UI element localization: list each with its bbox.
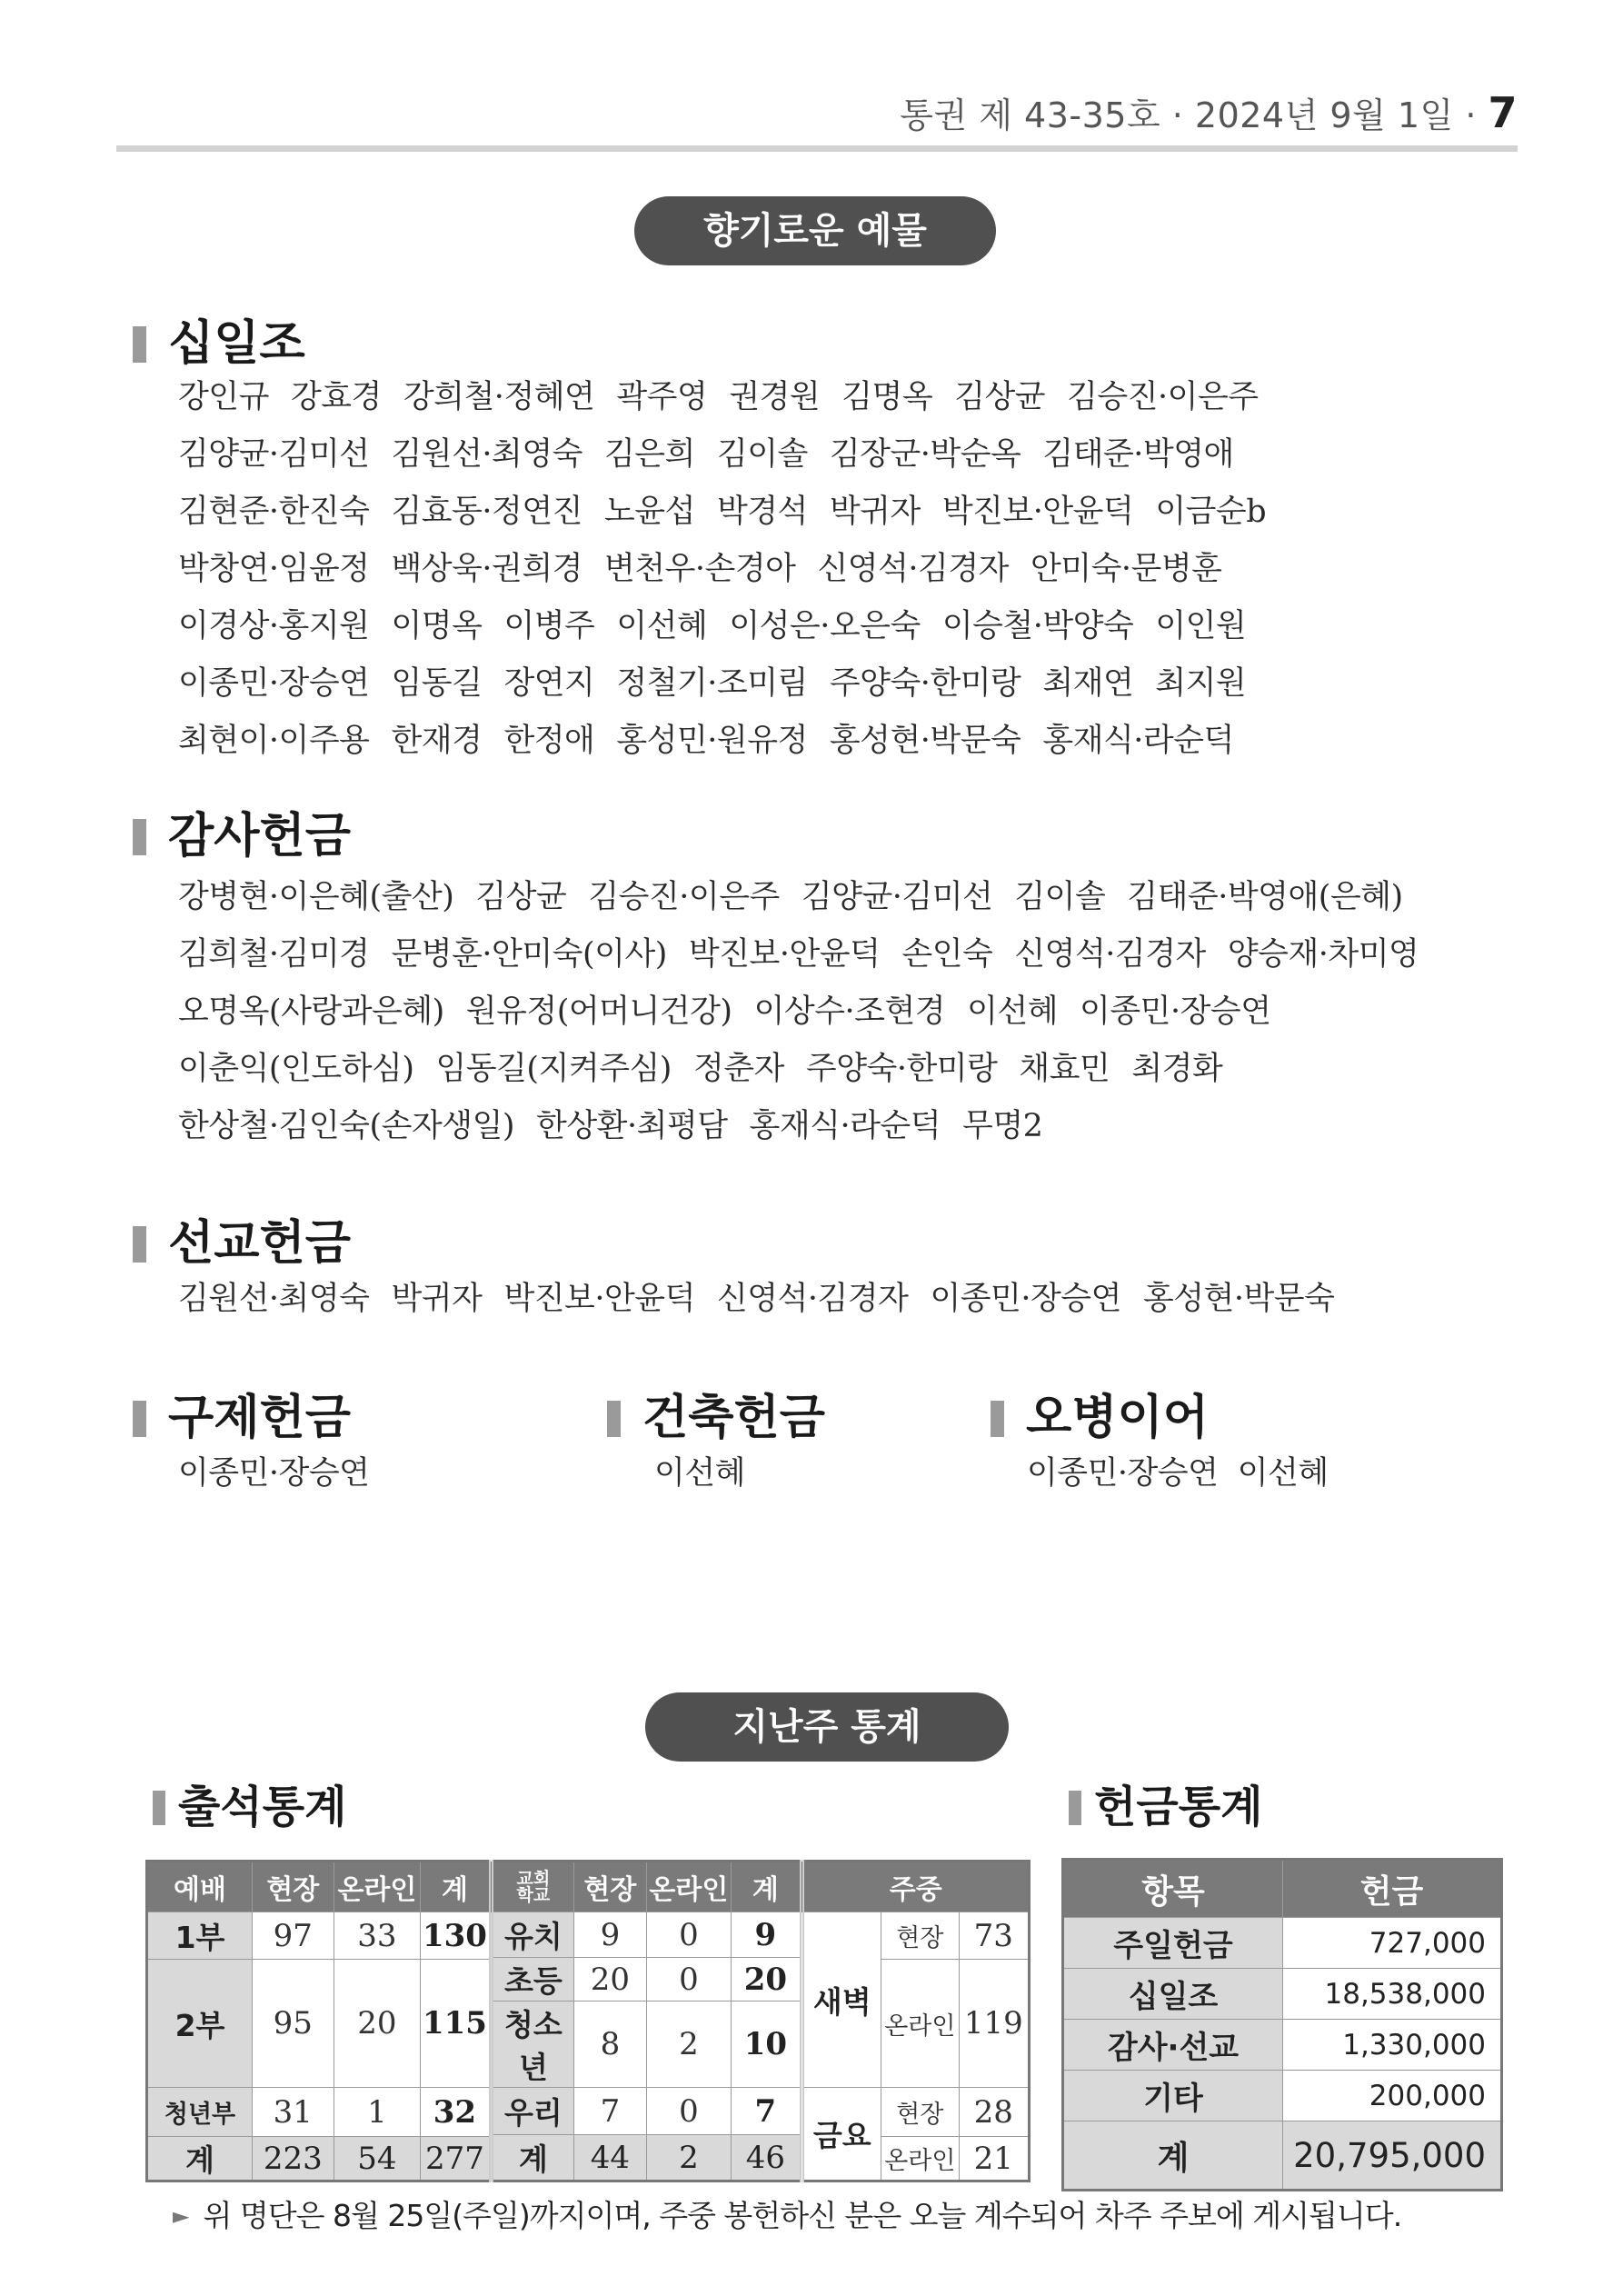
- donor-name: 김양균·김미선: [178, 436, 370, 473]
- service-online: 1: [334, 2088, 421, 2137]
- donor-name: 김장군·박순옥: [829, 436, 1021, 473]
- col-header-school-online: 온라인: [646, 1862, 732, 1912]
- name-row: [178, 926, 1440, 983]
- school-total: 9: [732, 1912, 802, 1958]
- school-total: 7: [732, 2088, 802, 2135]
- school-name: 우리: [491, 2088, 574, 2135]
- donor-name: 이선혜: [616, 608, 708, 644]
- name-row: [178, 426, 1288, 484]
- donor-name: 박경석: [716, 494, 808, 530]
- school-onsite: 8: [574, 2002, 646, 2088]
- dawn-online-value: 119: [959, 1960, 1029, 2088]
- col-header-online: 온라인: [334, 1862, 421, 1912]
- service-name: 청년부: [147, 2088, 253, 2137]
- col-header-total: 계: [421, 1862, 491, 1912]
- friday-online-label: 온라인: [881, 2137, 959, 2181]
- header-divider: [116, 145, 1518, 152]
- donor-name: 강인규: [178, 379, 269, 415]
- donor-name: 홍재식·라순덕: [749, 1108, 941, 1144]
- dawn-online-label: 온라인: [881, 1960, 959, 2088]
- name-row: [178, 655, 1288, 713]
- donor-name: 채효민: [1019, 1051, 1110, 1087]
- footnote: ► 위 명단은 8월 25일(주일)까지이며, 주중 봉헌하신 분은 오늘 계수되어 차주 주보에 게시됩니다.: [173, 2198, 1402, 2233]
- donor-name: 이경상·홍지원: [178, 608, 370, 644]
- donor-name: 박귀자: [829, 494, 921, 530]
- col-header-weekday: 주중: [802, 1862, 1029, 1912]
- donor-name: 임동길: [391, 665, 483, 702]
- donor-name: 임동길(지켜주심): [435, 1051, 672, 1087]
- offerings-section-badge: 향기로운 예물: [634, 196, 996, 265]
- donor-name: 김원선·최영숙: [178, 1281, 370, 1317]
- donor-name: 김현준·한진숙: [178, 494, 370, 530]
- name-row: [178, 484, 1288, 541]
- donor-name: 오명옥(사랑과은혜): [178, 993, 444, 1030]
- donor-name: 변천우·손경아: [604, 551, 796, 587]
- school-sum-total: 46: [732, 2135, 802, 2181]
- money-item: 주일헌금: [1063, 1918, 1283, 1969]
- donor-name: 곽주영: [616, 379, 708, 415]
- donor-name: 강병현·이은혜(출산): [178, 879, 454, 915]
- stats-section-badge: 지난주 통계: [645, 1692, 1009, 1762]
- page-number: 7: [1488, 88, 1518, 137]
- donor-name: 김효동·정연진: [391, 494, 582, 530]
- donor-name: 문병훈·안미숙(이사): [391, 936, 667, 973]
- donor-name: 홍성현·박문숙: [1142, 1281, 1335, 1317]
- donor-name: 백상욱·권희경: [391, 551, 582, 587]
- donor-name: 정춘자: [692, 1051, 784, 1087]
- school-total: 20: [732, 1958, 802, 2002]
- school-onsite: 20: [574, 1958, 646, 2002]
- donor-name: 손인숙: [901, 936, 993, 973]
- school-sum-onsite: 44: [574, 2135, 646, 2181]
- col-header-item: 항목: [1063, 1860, 1283, 1918]
- thanks-names: [178, 869, 1440, 1155]
- donor-name: 신영석·김경자: [817, 551, 1009, 587]
- donor-name: 신영석·김경자: [716, 1281, 909, 1317]
- money-table: [1061, 1858, 1503, 2191]
- donor-name: 이성은·오은숙: [729, 608, 921, 644]
- col-header-amount: 헌금: [1283, 1860, 1502, 1918]
- fish-heading: 오병이어: [991, 1391, 1209, 1445]
- name-row: [178, 1041, 1440, 1098]
- donor-name: 이종민·장승연: [178, 665, 370, 702]
- page-header: [0, 87, 1518, 137]
- school-sum-online: 2: [646, 2135, 732, 2181]
- col-header-school: 교회 학교: [491, 1862, 574, 1912]
- donor-name: 이금순b: [1155, 494, 1267, 530]
- service-total: 115: [421, 1960, 491, 2088]
- heading-bar: [133, 326, 146, 363]
- friday-label: 금요: [802, 2088, 881, 2181]
- service-name: 1부: [147, 1912, 253, 1960]
- donor-name: 이춘익(인도하심): [178, 1051, 414, 1087]
- school-online: 2: [646, 2002, 732, 2088]
- donor-name: 최재연: [1042, 665, 1134, 702]
- donor-name: 원유정(어머니건강): [465, 993, 732, 1030]
- relief-heading: 구제헌금: [133, 1391, 351, 1445]
- donor-name: 김상균: [954, 379, 1046, 415]
- school-onsite: 7: [574, 2088, 646, 2135]
- donor-name: 홍성민·원유정: [616, 723, 808, 759]
- donor-name: 한상철·김인숙(손자생일): [178, 1108, 515, 1144]
- donor-name: 홍재식·라순덕: [1042, 723, 1234, 759]
- dawn-onsite-value: 73: [959, 1912, 1029, 1960]
- donor-name: 장연지: [503, 665, 595, 702]
- donor-name: 박진보·안윤덕: [941, 494, 1134, 530]
- money-amount: 727,000: [1283, 1918, 1502, 1969]
- money-total-label: 계: [1063, 2121, 1283, 2191]
- donor-name: 이인원: [1155, 608, 1247, 644]
- donor-name: 김승진·이은주: [1067, 379, 1259, 415]
- money-item: 감사·선교: [1063, 2020, 1283, 2071]
- donor-name: 김은희: [604, 436, 695, 473]
- name-row: [178, 1271, 1356, 1328]
- donor-name: 강희철·정혜연: [403, 379, 595, 415]
- donor-name: 김상균: [475, 879, 567, 915]
- donor-name: 강효경: [290, 379, 382, 415]
- attendance-heading: 출석통계: [153, 1780, 346, 1834]
- school-online: 0: [646, 2088, 732, 2135]
- heading-bar: [133, 819, 146, 855]
- school-name: 청소년: [491, 2002, 574, 2088]
- service-onsite: 95: [253, 1960, 334, 2088]
- donor-name: 김이솔: [716, 436, 808, 473]
- mission-heading: 선교헌금: [133, 1216, 351, 1271]
- donor-name: 한상환·최평담: [536, 1108, 728, 1144]
- heading-bar: [153, 1791, 165, 1825]
- donor-name: 이상수·조현경: [753, 993, 946, 1030]
- donor-name: 이명옥: [391, 608, 483, 644]
- service-onsite: 97: [253, 1912, 334, 1960]
- heading-bar: [607, 1401, 621, 1437]
- dawn-label: 새벽: [802, 1912, 881, 2088]
- building-heading: 건축헌금: [607, 1391, 825, 1445]
- donor-name: 김원선·최영숙: [391, 436, 582, 473]
- donor-name: 김이솔: [1014, 879, 1106, 915]
- money-amount: 18,538,000: [1283, 1969, 1502, 2020]
- attendance-table: [145, 1860, 1031, 2182]
- money-item: 십일조: [1063, 1969, 1283, 2020]
- school-name: 초등: [491, 1958, 574, 2002]
- donor-name: 김승진·이은주: [588, 879, 780, 915]
- friday-onsite-value: 28: [959, 2088, 1029, 2137]
- school-name: 유치: [491, 1912, 574, 1958]
- col-header-school-total: 계: [732, 1862, 802, 1912]
- name-row: [178, 598, 1288, 655]
- donor-name: 이승철·박양숙: [941, 608, 1134, 644]
- donor-name: 한재경: [391, 723, 483, 759]
- service-sum-online: 54: [334, 2137, 421, 2181]
- name-row: [178, 1098, 1440, 1155]
- donor-name: 박창연·임윤정: [178, 551, 370, 587]
- name-row: [178, 713, 1288, 770]
- friday-online-value: 21: [959, 2137, 1029, 2181]
- mission-names: [178, 1271, 1356, 1328]
- issue-info: 통권 제 43-35호 · 2024년 9월 1일 ·: [900, 95, 1489, 135]
- building-names: 이선혜: [654, 1455, 745, 1492]
- dawn-onsite-label: 현장: [881, 1912, 959, 1960]
- service-name: 2부: [147, 1960, 253, 2088]
- tithe-heading: 십일조: [133, 316, 305, 371]
- tithe-names: [178, 369, 1288, 770]
- heading-bar: [133, 1226, 146, 1263]
- relief-names: 이종민·장승연: [178, 1455, 370, 1492]
- donor-name: 김태준·박영애(은혜): [1127, 879, 1403, 915]
- money-item: 기타: [1063, 2071, 1283, 2121]
- donor-name: 정철기·조미림: [616, 665, 808, 702]
- name-row: [178, 369, 1288, 426]
- heading-bar: [133, 1401, 146, 1437]
- heading-bar: [991, 1401, 1004, 1437]
- donor-name: 박진보·안윤덕: [688, 936, 881, 973]
- name-row: [178, 541, 1288, 598]
- donor-name: 주양숙·한미랑: [805, 1051, 998, 1087]
- money-amount: 200,000: [1283, 2071, 1502, 2121]
- school-total-label: 계: [491, 2135, 574, 2181]
- donor-name: 신영석·김경자: [1014, 936, 1206, 973]
- col-header-onsite: 현장: [253, 1862, 334, 1912]
- service-total-label: 계: [147, 2137, 253, 2181]
- school-total: 10: [732, 2002, 802, 2088]
- donor-name: 이종민·장승연: [930, 1281, 1121, 1317]
- service-sum-onsite: 223: [253, 2137, 334, 2181]
- triangle-bullet-icon: ►: [173, 2203, 189, 2229]
- service-online: 33: [334, 1912, 421, 1960]
- service-onsite: 31: [253, 2088, 334, 2137]
- donor-name: 최경화: [1131, 1051, 1223, 1087]
- school-online: 0: [646, 1912, 732, 1958]
- school-online: 0: [646, 1958, 732, 2002]
- donor-name: 안미숙·문병훈: [1031, 551, 1222, 587]
- donor-name: 박귀자: [391, 1281, 483, 1317]
- name-row: [178, 983, 1440, 1041]
- donor-name: 김희철·김미경: [178, 936, 370, 973]
- donor-name: 홍성현·박문숙: [829, 723, 1021, 759]
- donor-name: 최지원: [1155, 665, 1247, 702]
- donor-name: 이선혜: [967, 993, 1059, 1030]
- service-total: 130: [421, 1912, 491, 1960]
- donor-name: 최현이·이주용: [178, 723, 370, 759]
- school-onsite: 9: [574, 1912, 646, 1958]
- money-total-value: 20,795,000: [1283, 2121, 1502, 2191]
- donor-name: 노윤섭: [604, 494, 695, 530]
- name-row: [178, 869, 1440, 926]
- donor-name: 무명2: [962, 1108, 1043, 1144]
- col-header-school-onsite: 현장: [574, 1862, 646, 1912]
- donor-name: 권경원: [729, 379, 821, 415]
- donor-name: 김양균·김미선: [801, 879, 993, 915]
- donor-name: 김태준·박영애: [1042, 436, 1234, 473]
- donor-name: 한정애: [503, 723, 595, 759]
- donor-name: 주양숙·한미랑: [829, 665, 1021, 702]
- money-heading: 헌금통계: [1069, 1780, 1262, 1834]
- service-total: 32: [421, 2088, 491, 2137]
- col-header-service: 예배: [147, 1862, 253, 1912]
- donor-name: 이종민·장승연: [1080, 993, 1271, 1030]
- heading-bar: [1069, 1791, 1081, 1825]
- friday-onsite-label: 현장: [881, 2088, 959, 2137]
- money-amount: 1,330,000: [1283, 2020, 1502, 2071]
- service-online: 20: [334, 1960, 421, 2088]
- donor-name: 김명옥: [841, 379, 933, 415]
- thanks-heading: 감사헌금: [133, 809, 351, 863]
- donor-name: 양승재·차미영: [1227, 936, 1419, 973]
- service-sum-total: 277: [421, 2137, 491, 2181]
- fish-names: 이종민·장승연 이선혜: [1027, 1455, 1329, 1492]
- donor-name: 박진보·안윤덕: [503, 1281, 695, 1317]
- donor-name: 이병주: [503, 608, 595, 644]
